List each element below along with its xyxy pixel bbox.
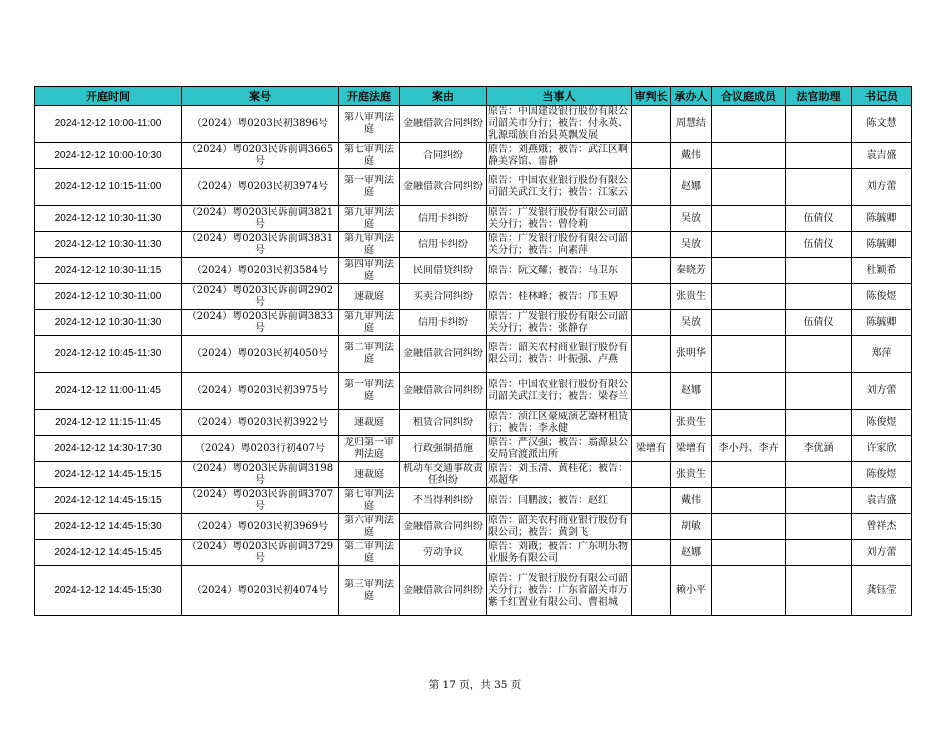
- cell-handler: 胡敏: [671, 514, 712, 540]
- cell-case-number: [182, 284, 339, 310]
- table-row: [35, 284, 912, 310]
- table-row: [35, 410, 912, 436]
- page-number: 第 17 页，共 35 页: [428, 679, 522, 691]
- cell-handler: 戴伟: [671, 488, 712, 514]
- cell-court: [339, 232, 400, 258]
- cell-handler: 赵娜: [671, 373, 712, 410]
- cell-case-number-text: （2024）粤0203民初3896号: [191, 118, 329, 129]
- cell-court-text: 第七审判法庭: [344, 143, 394, 167]
- cell-court: [339, 143, 400, 169]
- cell-court: [339, 258, 400, 284]
- cell-judge-assistant: [786, 566, 852, 616]
- cell-judge-assistant: 伍倩仪: [786, 310, 852, 336]
- cell-presiding-judge: [632, 310, 671, 336]
- cell-cause-text: 机动车交通事故责任纠纷: [403, 462, 483, 486]
- cell-time: 2024-12-12 14:45-15:15: [35, 488, 182, 514]
- cell-clerk: 郑萍: [852, 336, 912, 373]
- cell-handler: 戴伟: [671, 143, 712, 169]
- cell-presiding-judge: [632, 566, 671, 616]
- cell-parties-text: 原告：广发银行股份有限公司韶关分行；被告：广东省韶关市万紫千红置业有限公司、曹祖城: [488, 572, 628, 608]
- cell-parties: [487, 284, 632, 310]
- cell-presiding-judge: [632, 284, 671, 310]
- table-row: [35, 310, 912, 336]
- cell-cause-text: 金融借款合同纠纷: [403, 584, 483, 596]
- cell-parties: [487, 232, 632, 258]
- cell-handler: 张明华: [671, 336, 712, 373]
- cell-parties: [487, 206, 632, 232]
- cell-parties-text: 原告：中国农业银行股份有限公司韶关武江支行；被告：梁春兰: [488, 379, 628, 402]
- cell-clerk: 陈毓卿: [852, 310, 912, 336]
- cell-case-number: [182, 143, 339, 169]
- cell-panel-members: [712, 462, 786, 488]
- cell-presiding-judge: [632, 232, 671, 258]
- table-row: [35, 462, 912, 488]
- cell-panel-members: [712, 284, 786, 310]
- table-row: [35, 488, 912, 514]
- cell-presiding-judge: [632, 488, 671, 514]
- cell-cause-text: 信用卡纠纷: [418, 316, 468, 328]
- cell-panel-members: [712, 514, 786, 540]
- cell-case-number-text: （2024）粤0203民初3975号: [191, 385, 329, 396]
- cell-court-text: 第六审判法庭: [344, 514, 394, 538]
- cell-presiding-judge: [632, 410, 671, 436]
- cell-court: [339, 436, 400, 462]
- cell-judge-assistant: [786, 169, 852, 206]
- cell-clerk: 刘方蕾: [852, 373, 912, 410]
- cell-court-text: 第一审判法庭: [344, 175, 394, 198]
- cell-case-number: [182, 462, 339, 488]
- table-row: [35, 169, 912, 206]
- table-row: [35, 232, 912, 258]
- cell-handler: 吴放: [671, 232, 712, 258]
- cell-clerk: 曾祥杰: [852, 514, 912, 540]
- cell-court: [339, 336, 400, 373]
- cell-judge-assistant: [786, 462, 852, 488]
- cell-parties: [487, 143, 632, 169]
- cell-judge-assistant: [786, 106, 852, 143]
- cell-cause: [400, 373, 487, 410]
- cell-judge-assistant: 李优涵: [786, 436, 852, 462]
- cell-cause-text: 不当得利纠纷: [413, 494, 473, 506]
- col-header-clerk: 书记员: [852, 87, 912, 106]
- cell-handler: 赵娜: [671, 169, 712, 206]
- cell-clerk: 袁吉盛: [852, 143, 912, 169]
- cell-parties: [487, 258, 632, 284]
- cell-case-number-text: （2024）粤0203民诉前调2902号: [186, 284, 334, 308]
- cell-time: 2024-12-12 10:00-10:30: [35, 143, 182, 169]
- cell-presiding-judge: [632, 106, 671, 143]
- cell-time: 2024-12-12 10:45-11:30: [35, 336, 182, 373]
- cell-presiding-judge: [632, 258, 671, 284]
- cell-court-text: 龙归第一审判法庭: [344, 436, 394, 460]
- cell-judge-assistant: [786, 284, 852, 310]
- cell-clerk: 陈毓卿: [852, 232, 912, 258]
- cell-panel-members: [712, 232, 786, 258]
- cell-case-number-text: （2024）粤0203民初4050号: [191, 348, 329, 359]
- cell-case-number: [182, 540, 339, 566]
- cell-case-number-text: （2024）粤0203民初4074号: [191, 584, 329, 596]
- cell-case-number: [182, 310, 339, 336]
- cell-presiding-judge: 梁增有: [632, 436, 671, 462]
- cell-handler: 吴放: [671, 310, 712, 336]
- cell-presiding-judge: [632, 143, 671, 169]
- col-header-handler: 承办人: [671, 87, 712, 106]
- cell-panel-members: [712, 206, 786, 232]
- court-schedule-table: [34, 86, 912, 616]
- cell-parties: [487, 462, 632, 488]
- table-body: [35, 106, 912, 616]
- cell-case-number: [182, 514, 339, 540]
- cell-cause: [400, 232, 487, 258]
- cell-time: 2024-12-12 10:30-11:30: [35, 232, 182, 258]
- cell-court: [339, 540, 400, 566]
- cell-cause: [400, 310, 487, 336]
- cell-presiding-judge: [632, 514, 671, 540]
- cell-cause-text: 金融借款合同纠纷: [403, 520, 483, 532]
- cell-case-number-text: （2024）粤0203民诉前调3665号: [186, 143, 334, 167]
- cell-case-number-text: （2024）粤0203民初3922号: [191, 416, 329, 428]
- cell-cause: [400, 462, 487, 488]
- cell-parties: [487, 336, 632, 373]
- cell-case-number: [182, 436, 339, 462]
- cell-handler: 秦晓芳: [671, 258, 712, 284]
- cell-time: 2024-12-12 11:00-11:45: [35, 373, 182, 410]
- cell-clerk: 陈俊煜: [852, 284, 912, 310]
- cell-parties-text: 原告：闫鹏波；被告：赵红: [488, 494, 608, 506]
- cell-panel-members: [712, 310, 786, 336]
- cell-parties: [487, 540, 632, 566]
- cell-clerk: 刘方蕾: [852, 169, 912, 206]
- cell-parties-text: 原告：阮文耀；被告：马卫东: [488, 264, 618, 276]
- cell-court-text: 第九审判法庭: [344, 310, 394, 334]
- cell-cause-text: 买卖合同纠纷: [413, 290, 473, 302]
- cell-handler: 周慧结: [671, 106, 712, 143]
- cell-time: 2024-12-12 10:30-11:15: [35, 258, 182, 284]
- cell-handler: 张贵生: [671, 410, 712, 436]
- cell-judge-assistant: [786, 336, 852, 373]
- cell-cause-text: 民间借贷纠纷: [413, 264, 473, 276]
- cell-cause: [400, 169, 487, 206]
- cell-clerk: 袁吉盛: [852, 488, 912, 514]
- cell-judge-assistant: [786, 488, 852, 514]
- cell-judge-assistant: 伍倩仪: [786, 206, 852, 232]
- cell-panel-members: [712, 169, 786, 206]
- cell-parties-text: 原告：韶关农村商业银行股份有限公司；被告：叶振强、卢燕: [488, 342, 628, 365]
- cell-parties-text: 原告：中国建设银行股份有限公司韶关市分行；被告：付永英、乳源瑶族自治县英飘发展: [488, 106, 628, 141]
- cell-case-number-text: （2024）粤0203民诉前调3707号: [186, 488, 334, 512]
- cell-presiding-judge: [632, 206, 671, 232]
- cell-handler: 吴放: [671, 206, 712, 232]
- cell-case-number: [182, 206, 339, 232]
- cell-court-text: 第二审判法庭: [344, 342, 394, 365]
- cell-case-number: [182, 106, 339, 143]
- cell-court: [339, 106, 400, 143]
- cell-case-number-text: （2024）粤0203民初3584号: [191, 264, 329, 276]
- cell-presiding-judge: [632, 462, 671, 488]
- cell-time: 2024-12-12 14:45-15:30: [35, 514, 182, 540]
- cell-case-number: [182, 232, 339, 258]
- cell-court: [339, 169, 400, 206]
- cell-panel-members: [712, 540, 786, 566]
- table-row: [35, 514, 912, 540]
- cell-cause: [400, 106, 487, 143]
- cell-cause: [400, 566, 487, 616]
- cell-parties: [487, 410, 632, 436]
- cell-parties-text: 原告：浈江区豪威演艺器材租赁行；被告：李永健: [488, 410, 628, 434]
- cell-parties-text: 原告：刘戡；被告：广东明乐物业服务有限公司: [488, 540, 628, 564]
- page-footer: [0, 677, 950, 692]
- cell-case-number: [182, 410, 339, 436]
- cell-parties: [487, 373, 632, 410]
- cell-panel-members: 李小丹、李卉: [712, 436, 786, 462]
- cell-case-number: [182, 373, 339, 410]
- cell-cause-text: 金融借款合同纠纷: [403, 385, 483, 396]
- cell-time: 2024-12-12 14:45-15:15: [35, 462, 182, 488]
- cell-court-text: 第九审判法庭: [344, 232, 394, 256]
- cell-panel-members: [712, 106, 786, 143]
- cell-time: 2024-12-12 14:45-15:30: [35, 566, 182, 616]
- cell-handler: 张贵生: [671, 462, 712, 488]
- cell-court: [339, 310, 400, 336]
- cell-cause: [400, 436, 487, 462]
- cell-case-number: [182, 169, 339, 206]
- cell-case-number: [182, 488, 339, 514]
- cell-clerk: 许家欣: [852, 436, 912, 462]
- cell-judge-assistant: [786, 410, 852, 436]
- cell-presiding-judge: [632, 336, 671, 373]
- cell-parties-text: 原告：韶关农村商业银行股份有限公司；被告：黄剑飞: [488, 514, 628, 538]
- cell-cause-text: 行政强制措施: [413, 442, 473, 454]
- cell-presiding-judge: [632, 540, 671, 566]
- cell-cause-text: 信用卡纠纷: [418, 238, 468, 250]
- cell-cause: [400, 336, 487, 373]
- cell-panel-members: [712, 336, 786, 373]
- cell-time: 2024-12-12 10:00-11:00: [35, 106, 182, 143]
- col-header-cause: 案由: [400, 87, 487, 106]
- cell-judge-assistant: 伍倩仪: [786, 232, 852, 258]
- cell-court-text: 第八审判法庭: [344, 112, 394, 135]
- cell-parties: [487, 106, 632, 143]
- cell-parties-text: 原告：刘玉清、黄桂花；被告：邓超华: [488, 462, 628, 486]
- cell-cause: [400, 258, 487, 284]
- cell-parties-text: 原告：广发银行股份有限公司韶关分行；被告：曾伶莉: [488, 206, 628, 230]
- cell-judge-assistant: [786, 143, 852, 169]
- cell-clerk: 陈毓卿: [852, 206, 912, 232]
- cell-judge-assistant: [786, 373, 852, 410]
- cell-time: 2024-12-12 10:30-11:00: [35, 284, 182, 310]
- table-row: [35, 336, 912, 373]
- cell-parties-text: 原告：中国农业银行股份有限公司韶关武江支行；被告：江家云: [488, 175, 628, 198]
- cell-clerk: 陈俊煜: [852, 410, 912, 436]
- col-header-court: 开庭法庭: [339, 87, 400, 106]
- col-header-case: 案号: [182, 87, 339, 106]
- cell-cause-text: 金融借款合同纠纷: [403, 118, 483, 129]
- cell-cause: [400, 143, 487, 169]
- cell-judge-assistant: [786, 514, 852, 540]
- cell-time: 2024-12-12 14:45-15:45: [35, 540, 182, 566]
- cell-handler: 张贵生: [671, 284, 712, 310]
- cell-case-number-text: （2024）粤0203民诉前调3198号: [186, 462, 334, 486]
- cell-cause-text: 合同纠纷: [423, 149, 463, 161]
- cell-panel-members: [712, 258, 786, 284]
- cell-handler: 梁增有: [671, 436, 712, 462]
- cell-time: 2024-12-12 10:15-11:00: [35, 169, 182, 206]
- cell-cause: [400, 410, 487, 436]
- cell-judge-assistant: [786, 540, 852, 566]
- cell-case-number-text: （2024）粤0203民诉前调3831号: [186, 232, 334, 256]
- table-row: [35, 258, 912, 284]
- cell-court-text: 第二审判法庭: [344, 540, 394, 564]
- col-header-time: 开庭时间: [35, 87, 182, 106]
- cell-court: [339, 410, 400, 436]
- table-row: [35, 373, 912, 410]
- cell-cause-text: 劳动争议: [423, 546, 463, 558]
- cell-case-number-text: （2024）粤0203民诉前调3833号: [186, 310, 334, 334]
- cell-case-number: [182, 336, 339, 373]
- cell-time: 2024-12-12 11:15-11:45: [35, 410, 182, 436]
- schedule-page: [34, 86, 911, 616]
- cell-parties-text: 原告：广发银行股份有限公司韶关分行；被告：向素萍: [488, 232, 628, 256]
- cell-parties-text: 原告：广发银行股份有限公司韶关分行；被告：张静存: [488, 310, 628, 334]
- cell-clerk: 杜颖希: [852, 258, 912, 284]
- table-row: [35, 143, 912, 169]
- cell-parties-text: 原告：刘燕娥；被告：武江区啊静美容馆、雷静: [488, 143, 628, 167]
- cell-court-text: 第四审判法庭: [344, 258, 394, 282]
- cell-clerk: 龚钰莹: [852, 566, 912, 616]
- cell-cause: [400, 514, 487, 540]
- cell-court-text: 第一审判法庭: [344, 379, 394, 402]
- cell-time: 2024-12-12 10:30-11:30: [35, 206, 182, 232]
- cell-case-number-text: （2024）粤0203行初407号: [195, 442, 325, 454]
- cell-court: [339, 488, 400, 514]
- cell-parties: [487, 488, 632, 514]
- col-header-judge: 审判长: [632, 87, 671, 106]
- cell-time: 2024-12-12 10:30-11:30: [35, 310, 182, 336]
- col-header-party: 当事人: [487, 87, 632, 106]
- cell-court: [339, 206, 400, 232]
- cell-court: [339, 514, 400, 540]
- cell-cause-text: 租赁合同纠纷: [413, 416, 473, 428]
- cell-cause: [400, 284, 487, 310]
- cell-parties: [487, 310, 632, 336]
- cell-parties-text: 原告：严汉强；被告：翁源县公安局官渡派出所: [488, 436, 628, 460]
- table-row: [35, 540, 912, 566]
- cell-judge-assistant: [786, 258, 852, 284]
- cell-court-text: 速裁庭: [354, 416, 384, 428]
- cell-parties-text: 原告：桂林峰；被告：邝玉婷: [488, 290, 618, 302]
- cell-cause: [400, 540, 487, 566]
- cell-parties: [487, 169, 632, 206]
- cell-panel-members: [712, 143, 786, 169]
- cell-panel-members: [712, 373, 786, 410]
- cell-presiding-judge: [632, 373, 671, 410]
- cell-panel-members: [712, 488, 786, 514]
- cell-court: [339, 462, 400, 488]
- cell-cause-text: 金融借款合同纠纷: [403, 181, 483, 192]
- cell-court: [339, 566, 400, 616]
- cell-handler: 赵娜: [671, 540, 712, 566]
- cell-parties: [487, 436, 632, 462]
- table-row: [35, 206, 912, 232]
- cell-court-text: 第七审判法庭: [344, 488, 394, 512]
- cell-panel-members: [712, 566, 786, 616]
- cell-presiding-judge: [632, 169, 671, 206]
- cell-court-text: 第九审判法庭: [344, 206, 394, 230]
- cell-case-number: [182, 566, 339, 616]
- cell-handler: 赖小平: [671, 566, 712, 616]
- cell-clerk: 陈文慧: [852, 106, 912, 143]
- cell-case-number-text: （2024）粤0203民初3974号: [191, 181, 329, 192]
- cell-court: [339, 284, 400, 310]
- table-row: [35, 566, 912, 616]
- col-header-assistant: 法官助理: [786, 87, 852, 106]
- cell-case-number-text: （2024）粤0203民诉前调3729号: [186, 540, 334, 564]
- cell-clerk: 陈俊煜: [852, 462, 912, 488]
- cell-case-number-text: （2024）粤0203民初3969号: [191, 520, 329, 532]
- cell-cause-text: 金融借款合同纠纷: [403, 348, 483, 359]
- cell-time: 2024-12-12 14:30-17:30: [35, 436, 182, 462]
- cell-cause: [400, 206, 487, 232]
- cell-court-text: 速裁庭: [354, 290, 384, 302]
- table-row: [35, 436, 912, 462]
- cell-court-text: 第三审判法庭: [344, 578, 394, 602]
- col-header-panel: 合议庭成员: [712, 87, 786, 106]
- cell-panel-members: [712, 410, 786, 436]
- cell-parties: [487, 514, 632, 540]
- cell-parties: [487, 566, 632, 616]
- cell-court: [339, 373, 400, 410]
- table-header-row: [35, 87, 912, 106]
- cell-cause: [400, 488, 487, 514]
- cell-case-number: [182, 258, 339, 284]
- cell-cause-text: 信用卡纠纷: [418, 212, 468, 224]
- cell-case-number-text: （2024）粤0203民诉前调3821号: [186, 206, 334, 230]
- cell-clerk: 刘方蕾: [852, 540, 912, 566]
- cell-court-text: 速裁庭: [354, 468, 384, 480]
- table-row: [35, 106, 912, 143]
